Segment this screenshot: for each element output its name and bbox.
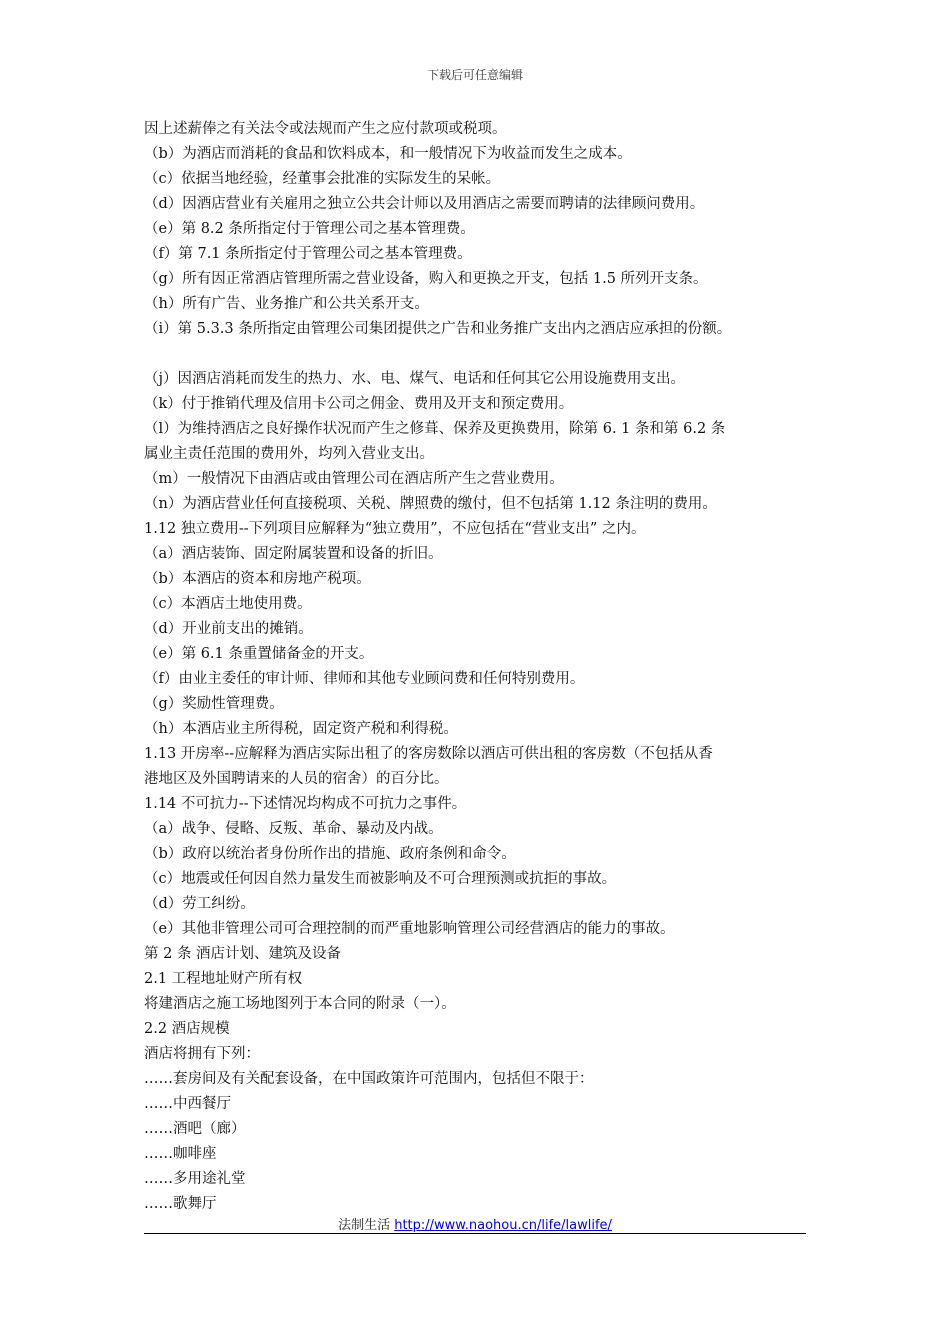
text-line: （f）由业主委任的审计师、律师和其他专业顾问费和任何特别费用。 (144, 671, 585, 687)
text-line: 酒店将拥有下列： (144, 1046, 260, 1062)
text-line: （c）依据当地经验，经董事会批准的实际发生的呆帐。 (144, 171, 501, 187)
text-line: （b）为酒店而消耗的食品和饮料成本，和一般情况下为收益而发生之成本。 (144, 146, 632, 162)
text-line: （d）开业前支出的摊销。 (144, 621, 313, 637)
text-line: （g）奖励性管理费。 (144, 696, 284, 712)
text-line: ……酒吧（廊） (144, 1121, 246, 1137)
footer-link[interactable]: http://www.naohou.cn/life/lawlife/ (394, 1218, 612, 1233)
text-line: 港地区及外国聘请来的人员的宿舍）的百分比。 (144, 771, 449, 787)
blank-line (144, 342, 834, 367)
text-line: （g）所有因正常酒店管理所需之营业设备，购入和更换之开支，包括 1.5 所列开支条。 (144, 271, 708, 287)
text-line: （e）其他非管理公司可合理控制的而严重地影响管理公司经营酒店的能力的事故。 (144, 921, 675, 937)
text-line: ……咖啡座 (144, 1146, 217, 1162)
text-line: ……套房间及有关配套设备，在中国政策许可范围内，包括但不限于： (144, 1071, 594, 1087)
text-line: （b）政府以统治者身份所作出的措施、政府条例和命令。 (144, 846, 516, 862)
text-line: （a）酒店装饰、固定附属装置和设备的折旧。 (144, 546, 443, 562)
text-line: （b）本酒店的资本和房地产税项。 (144, 571, 371, 587)
text-line: （e）第 6.1 条重置储备金的开支。 (144, 646, 374, 662)
page-header: 下载后可任意编辑 (426, 68, 523, 82)
text-line: 2.1 工程地址财产所有权 (144, 971, 303, 987)
text-line: ……中西餐厅 (144, 1096, 231, 1112)
text-line: （k）付于推销代理及信用卡公司之佣金、费用及开支和预定费用。 (144, 396, 574, 412)
text-line: （n）为酒店营业任何直接税项、关税、牌照费的缴付，但不包括第 1.12 条注明的费用。 (144, 496, 717, 512)
text-line: （j）因酒店消耗而发生的热力、水、电、煤气、电话和任何其它公用设施费用支出。 (144, 371, 685, 387)
text-line: （m）一般情况下由酒店或由管理公司在酒店所产生之营业费用。 (144, 471, 564, 487)
footer-label: 法制生活 (338, 1218, 395, 1233)
text-line: （l）为维持酒店之良好操作状况而产生之修葺、保养及更换费用，除第 6. 1 条和第 6.2 条 (144, 421, 726, 437)
text-line: 1.13 开房率--应解释为酒店实际出租了的客房数除以酒店可供出租的客房数（不包括从香 (144, 746, 713, 762)
page-footer (144, 1214, 806, 1233)
text-line: （c）本酒店土地使用费。 (144, 596, 312, 612)
text-line: （h）本酒店业主所得税，固定资产税和利得税。 (144, 721, 458, 737)
text-line: ……多用途礼堂 (144, 1171, 246, 1187)
footer-divider (144, 1233, 806, 1234)
text-line: （e）第 8.2 条所指定付于管理公司之基本管理费。 (144, 221, 475, 237)
text-line: （h）所有广告、业务推广和公共关系开支。 (144, 296, 429, 312)
text-line: 将建酒店之施工场地图列于本合同的附录（一）。 (144, 996, 456, 1012)
text-line: （d）劳工纠纷。 (144, 896, 255, 912)
text-line: 1.12 独立费用--下列项目应解释为“独立费用”，不应包括在“营业支出” 之内。 (144, 521, 646, 537)
text-line: 属业主责任范围的费用外，均列入营业支出。 (144, 446, 434, 462)
text-line: （d）因酒店营业有关雇用之独立公共会计师以及用酒店之需要而聘请的法律顾问费用。 (144, 196, 705, 212)
text-line: 因上述薪俸之有关法令或法规而产生之应付款项或税项。 (144, 121, 507, 137)
text-line: 2.2 酒店规模 (144, 1021, 230, 1037)
text-line: （f）第 7.1 条所指定付于管理公司之基本管理费。 (144, 246, 472, 262)
text-line: 第 2 条 酒店计划、建筑及设备 (144, 946, 342, 962)
text-line: （c）地震或任何因自然力量发生而被影响及不可合理预测或抗拒的事故。 (144, 871, 617, 887)
text-line: 1.14 不可抗力--下述情况均构成不可抗力之事件。 (144, 796, 467, 812)
text-line: （i）第 5.3.3 条所指定由管理公司集团提供之广告和业务推广支出内之酒店应承担的份额。 (144, 321, 732, 337)
text-line: ……歌舞厅 (144, 1196, 217, 1212)
text-line: （a）战争、侵略、反叛、革命、暴动及内战。 (144, 821, 443, 837)
document-body (144, 117, 834, 1217)
